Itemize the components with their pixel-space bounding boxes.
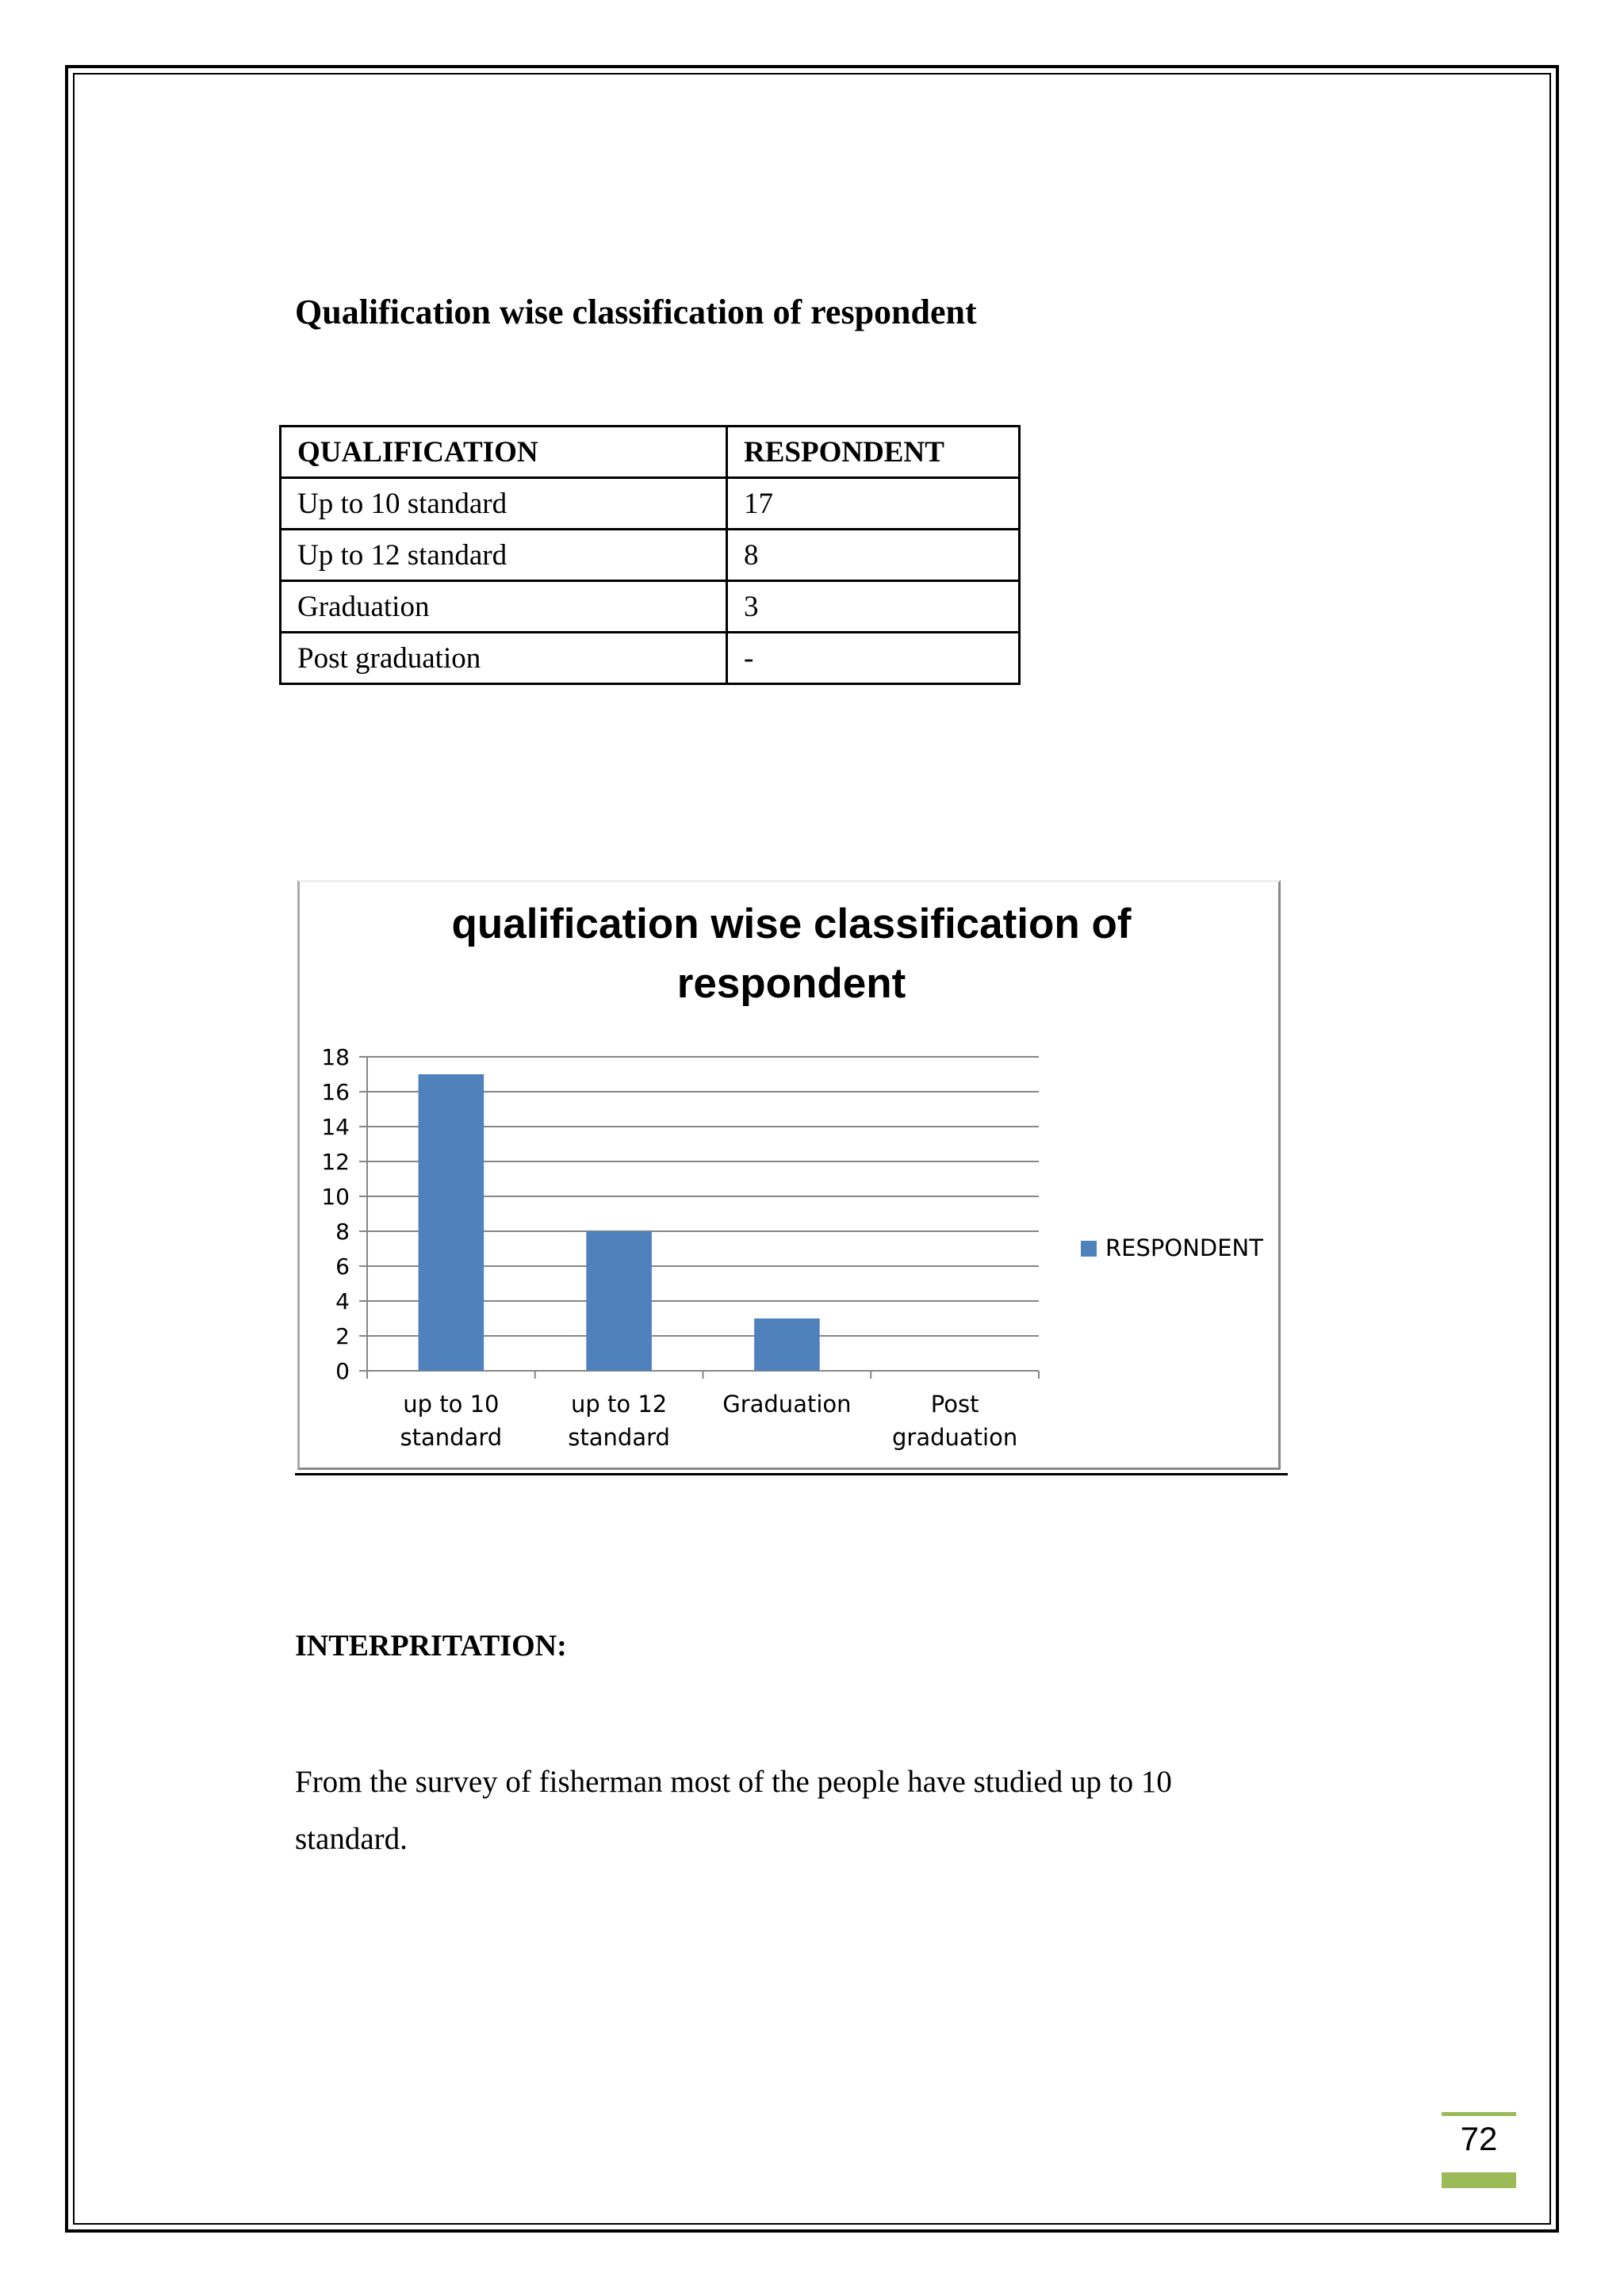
legend-label: RESPONDENT: [1105, 1234, 1263, 1261]
chart-title-line-2: respondent: [676, 960, 906, 1007]
table-header-row: [281, 427, 1020, 478]
x-category-label: Graduation: [722, 1391, 852, 1418]
chart-frame: [297, 880, 1281, 1470]
y-tick-label: 16: [321, 1079, 350, 1105]
x-category-label: up to 10 standard: [400, 1391, 503, 1451]
chart-underline: [295, 1473, 1288, 1475]
interpretation-heading: INTERPRITATION:: [295, 1629, 567, 1663]
table-cell-qualification: Up to 10 standard: [281, 478, 727, 530]
x-category-label: Post graduation: [892, 1391, 1018, 1451]
table-row: [281, 478, 1020, 530]
y-tick-label: 18: [321, 1044, 350, 1070]
y-tick-label: 0: [335, 1358, 350, 1384]
chart-title-line-1: qualification wise classification of: [451, 901, 1132, 947]
qualification-table: [279, 425, 1021, 685]
page-number-bottom-bar: [1442, 2172, 1516, 2188]
y-tick-label: 10: [321, 1184, 350, 1210]
page-number-top-bar: [1442, 2112, 1516, 2116]
table-row: [281, 633, 1020, 684]
table-cell-respondent: 8: [727, 530, 1020, 581]
y-tick-label: 12: [321, 1149, 350, 1175]
table-cell-qualification: Graduation: [281, 581, 727, 633]
table-cell-respondent: 3: [727, 581, 1020, 633]
table-cell-qualification: Post graduation: [281, 633, 727, 684]
y-tick-label: 14: [321, 1114, 350, 1140]
bar: [586, 1231, 652, 1371]
bar: [419, 1074, 485, 1371]
table-row: [281, 581, 1020, 633]
legend-swatch: [1081, 1241, 1097, 1257]
y-tick-label: 4: [335, 1288, 350, 1314]
table-cell-qualification: Up to 12 standard: [281, 530, 727, 581]
bar: [754, 1318, 820, 1371]
interpretation-text: From the survey of fisherman most of the people have studied up to 10 standard.: [295, 1765, 1172, 1856]
table-cell-respondent: -: [727, 633, 1020, 684]
bar-chart: [300, 882, 1278, 1468]
table-row: [281, 530, 1020, 581]
y-tick-label: 6: [335, 1253, 350, 1280]
page-number-badge: [1442, 2112, 1516, 2185]
x-category-label: up to 12 standard: [568, 1391, 670, 1451]
y-tick-label: 8: [335, 1219, 350, 1245]
column-header-qualification: QUALIFICATION: [281, 427, 727, 478]
table-cell-respondent: 17: [727, 478, 1020, 530]
y-tick-label: 2: [335, 1323, 350, 1349]
section-heading: Qualification wise classification of respondent: [295, 293, 977, 331]
column-header-respondent: RESPONDENT: [727, 427, 1020, 478]
page-number: 72: [1460, 2120, 1498, 2157]
